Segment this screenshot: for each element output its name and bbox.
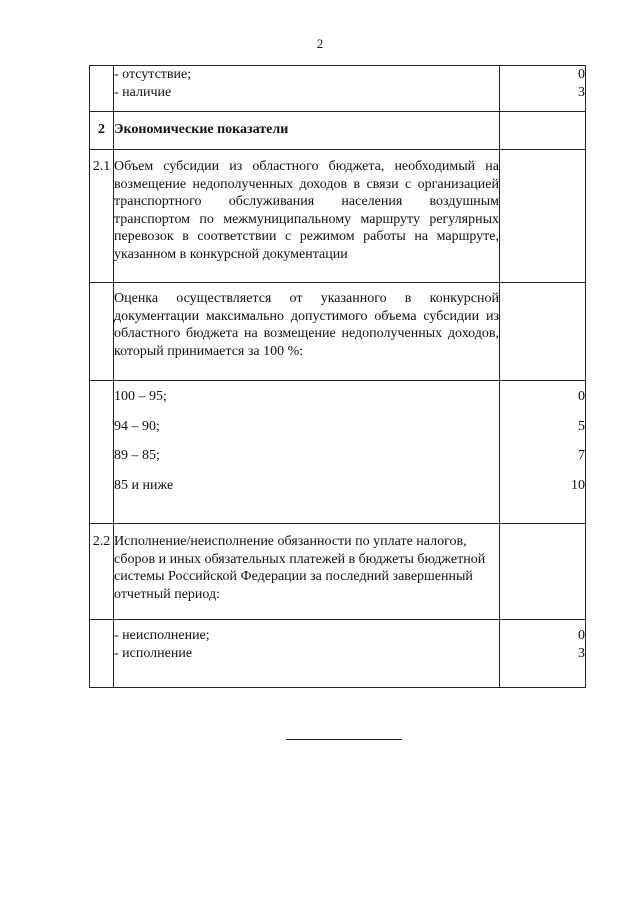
table-row bbox=[90, 112, 586, 150]
page-number: 2 bbox=[316, 36, 324, 51]
score-value: 0 bbox=[578, 67, 585, 82]
list-item: 89 – 85; bbox=[114, 448, 160, 464]
score-value: 0 bbox=[578, 389, 585, 404]
criterion-cell bbox=[114, 66, 500, 112]
range-list bbox=[114, 381, 500, 524]
number-cell bbox=[90, 381, 114, 524]
score-value: 10 bbox=[571, 477, 585, 493]
list-item: - отсутствие; bbox=[114, 67, 192, 82]
table-row bbox=[90, 381, 586, 524]
table-row bbox=[90, 620, 586, 688]
list-item: 94 – 90; bbox=[114, 418, 160, 434]
score-cell bbox=[500, 283, 586, 381]
score-cell bbox=[500, 620, 586, 688]
table-row bbox=[90, 283, 586, 381]
table-row bbox=[90, 150, 586, 283]
criterion-text: Исполнение/неисполнение обязанности по уплате налогов, сборов и иных обязательных платежей в бюджеты бюджетной системы Российской Федерации за последний завершенный отчетный период: bbox=[114, 524, 500, 620]
number-cell bbox=[90, 620, 114, 688]
score-cell bbox=[500, 150, 586, 283]
list-item: - исполнение bbox=[114, 645, 193, 661]
section-title: Экономические показатели bbox=[114, 112, 500, 150]
criterion-number: 2.2 bbox=[90, 524, 114, 620]
number-cell bbox=[90, 66, 114, 112]
list-item: - наличие bbox=[114, 84, 172, 100]
list-item: 100 – 95; bbox=[114, 389, 167, 404]
score-value: 0 bbox=[578, 628, 585, 643]
table-row bbox=[90, 524, 586, 620]
assessment-text: Оценка осуществляется от указанного в конкурсной документации максимально допустимого объема субсидии из областного бюджета на возмещение недополученных доходов, который принимается за 100 %: bbox=[114, 283, 500, 381]
criterion-cell bbox=[114, 620, 500, 688]
score-cell bbox=[500, 524, 586, 620]
score-cell bbox=[500, 112, 586, 150]
score-value: 3 bbox=[578, 645, 585, 661]
criterion-number: 2.1 bbox=[90, 150, 114, 283]
end-separator-line bbox=[286, 739, 402, 740]
list-item: - неисполнение; bbox=[114, 628, 210, 643]
table-row bbox=[90, 66, 586, 112]
score-value: 3 bbox=[578, 84, 585, 100]
number-cell bbox=[90, 283, 114, 381]
score-cell bbox=[500, 66, 586, 112]
criterion-text: Объем субсидии из областного бюджета, необходимый на возмещение недополученных доходов в связи с организацией транспортного обслуживания населения воздушным транспортом по межмуниципальному маршруту регулярных перевозок в соответствии с режимом работы на маршруте, указанном в конкурсной документации bbox=[114, 150, 500, 283]
criteria-table bbox=[89, 65, 586, 688]
list-item: 85 и ниже bbox=[114, 477, 174, 493]
section-number: 2 bbox=[90, 112, 114, 150]
score-value: 5 bbox=[578, 418, 585, 434]
score-cell bbox=[500, 381, 586, 524]
score-value: 7 bbox=[578, 448, 585, 464]
